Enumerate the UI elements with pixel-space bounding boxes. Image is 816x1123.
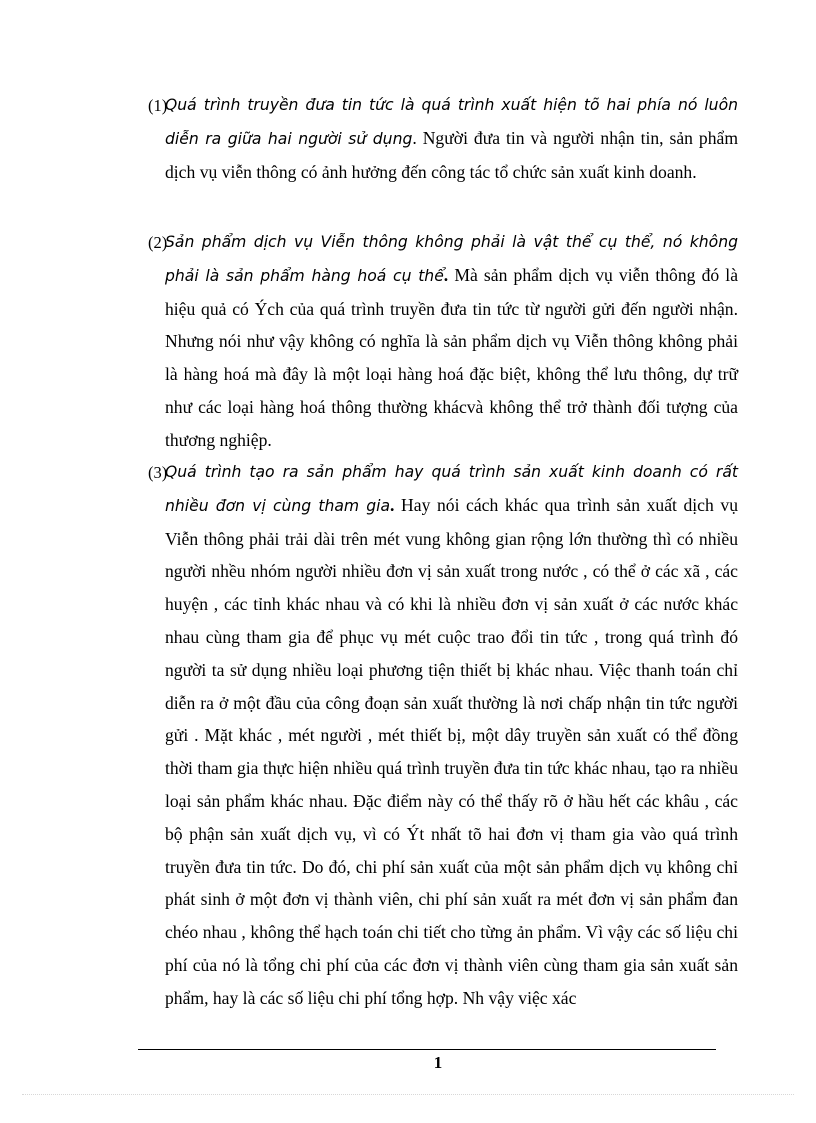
list-item-number: (2) (148, 233, 168, 252)
list-item-text (148, 225, 738, 457)
footer-rule (138, 1049, 716, 1050)
list-item-italic-lead: Quá trình truyền đưa tin tức là quá trình xuất hiện tõ hai phía nó luôn diễn ra giữa hai người sử dụng (165, 96, 738, 148)
list-item-italic-lead: Sản phẩm dịch vụ Viễn thông không phải là vật thể cụ thể, nó không phải là sản phẩm hàng hoá cụ thể (165, 233, 738, 285)
list-item-lead-period: . (443, 264, 449, 285)
list-item-3 (148, 455, 738, 1015)
page-number: 1 (433, 1053, 443, 1072)
list-item-body: Hay nói cách khác qua trình sản xuất dịch vụ Viễn thông phải trải dài trên mét vung không gian rộng lớn thường thì có nhiều người nhều nhóm người nhiều đơn vị sản xuất trong nước , có thể ở các xã , các huyện , các tỉnh khác nhau và có khi là nhiều đơn vị sản xuất ở các nước khác nhau cùng tham gia để phục vụ mét cuộc trao đổi tin tức , trong quá trình đó người ta sử dụng nhiều loại phương tiện thiết bị khác nhau. Việc thanh toán chỉ diễn ra ở một đầu của công đoạn sản xuất thường là nơi chấp nhận tin tức người gửi . Mặt khác , mét người , mét thiết bị, một dây truyền sản xuất có thể đồng thời tham gia thực hiện nhiều quá trình truyền đưa tin tức khác nhau, tạo ra nhiều loại sản phẩm khác nhau. Đặc điểm này có thể thấy rõ ở hầu hết các khâu , các bộ phận sản xuất dịch vụ, vì có Ýt nhất tõ hai đơn vị tham gia vào quá trình truyền đưa tin tức. Do đó, chi phí sản xuất của một sản phẩm dịch vụ không chỉ phát sinh ở một đơn vị thành viên, chi phí sản xuất ra mét đơn vị sản phẩm đan chéo nhau , không thể hạch toán chi tiết cho từng ản phẩm. Vì vậy các số liệu chi phí của nó là tổng chi phí của các đơn vị thành viên cùng tham gia sản xuất sản phẩm, hay là các số liệu chi phí tổng hợp. Nh vậy việc xác (165, 494, 738, 1008)
list-item-lead-period: . (412, 127, 417, 148)
list-item-number: (1) (148, 96, 168, 115)
list-item-1 (148, 88, 738, 188)
list-item-text (148, 455, 738, 1015)
list-item-text (148, 88, 738, 188)
list-item-body: Người đưa tin và người nhận tin, sản phẩm dịch vụ viễn thông có ảnh hưởng đến công tác tổ chức sản xuất kinh doanh. (165, 127, 739, 182)
list-item-2 (148, 225, 738, 457)
list-item-lead-period: . (390, 494, 395, 515)
list-item-number: (3) (148, 463, 168, 482)
list-item-italic-lead: Quá trình tạo ra sản phẩm hay quá trình sản xuất kinh doanh có rất nhiều đơn vị cùng tham gia (165, 463, 738, 515)
page-bottom-border (22, 1094, 794, 1095)
list-item-body: Mà sản phẩm dịch vụ viễn thông đó là hiệu quả có Ých của quá trình truyền đưa tin tức từ người gửi đến người nhận. Nhưng nói như vậy không có nghĩa là sản phẩm dịch vụ Viễn thông không phải là hàng hoá mà đây là một loại hàng hoá đặc biệt, không thể lưu thông, dự trữ như các loại hàng hoá thông thường khácvà không thể trở thành đối tượng của thương nghiệp. (165, 264, 739, 450)
